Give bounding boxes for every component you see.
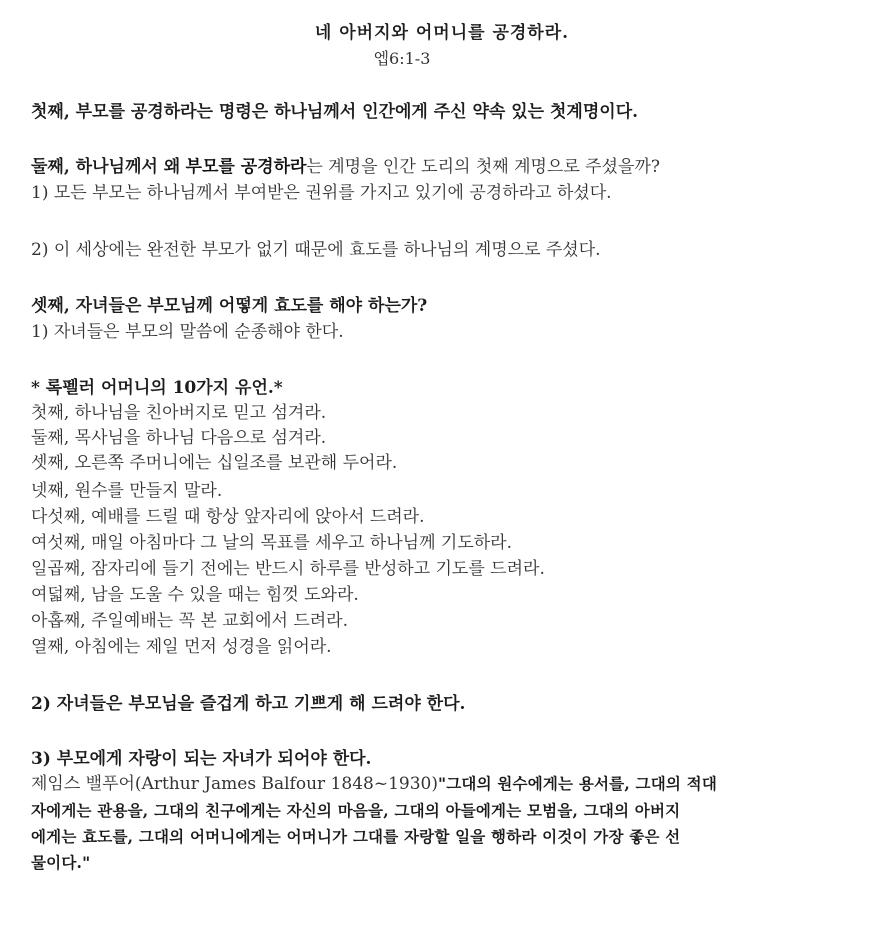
rockefeller-heading: * 록펠러 어머니의 10가지 유언.* xyxy=(31,378,283,398)
rockefeller-item: 다섯째, 예배를 드릴 때 항상 앞자리에 앉아서 드려라. xyxy=(31,507,425,527)
third-answer-1: 1) 자녀들은 부모의 말씀에 순종해야 한다. xyxy=(31,322,344,342)
closing-point-3: 3) 부모에게 자랑이 되는 자녀가 되어야 한다. xyxy=(31,749,372,769)
closing-point-2: 2) 자녀들은 부모님을 즐겁게 하고 기쁘게 해 드려야 한다. xyxy=(31,694,466,714)
rockefeller-item: 열째, 아침에는 제일 먼저 성경을 읽어라. xyxy=(31,637,332,657)
second-answer-1: 1) 모든 부모는 하나님께서 부여받은 권위를 가지고 있기에 공경하라고 하셨다. xyxy=(31,183,612,203)
first-point: 첫째, 부모를 공경하라는 명령은 하나님께서 인간에게 주신 약속 있는 첫계명이다. xyxy=(31,102,639,122)
rockefeller-item: 여덟째, 남을 도울 수 있을 때는 힘껏 도와라. xyxy=(31,585,359,605)
second-question-part-a: 둘째, 하나님께서 왜 xyxy=(31,157,181,177)
second-question xyxy=(31,156,660,178)
scripture-reference: 엡6:1-3 xyxy=(373,49,431,68)
second-answer-2: 2) 이 세상에는 완전한 부모가 없기 때문에 효도를 하나님의 계명으로 주셨다. xyxy=(31,240,601,260)
rockefeller-item: 넷째, 원수를 만들지 말라. xyxy=(31,481,223,501)
second-question-emphasis: 부모를 공경하라 xyxy=(185,157,307,177)
rockefeller-item: 아홉째, 주일예배는 꼭 본 교회에서 드려라. xyxy=(31,611,349,631)
quote-line-2: 자에게는 관용을, 그대의 친구에게는 자신의 마음을, 그대의 아들에게는 모범을, 그대의 아버지 xyxy=(31,801,681,820)
second-question-part-c: 는 계명을 인간 도리의 첫째 계명으로 주셨을까? xyxy=(306,157,660,177)
rockefeller-item: 첫째, 하나님을 친아버지로 믿고 섬겨라. xyxy=(31,403,327,423)
rockefeller-item: 셋째, 오른쪽 주머니에는 십일조를 보관해 두어라. xyxy=(31,453,398,473)
rockefeller-item: 둘째, 목사님을 하나님 다음으로 섬겨라. xyxy=(31,428,327,448)
quote-line-1 xyxy=(31,773,717,795)
rockefeller-item: 여섯째, 매일 아침마다 그 날의 목표를 세우고 하나님께 기도하라. xyxy=(31,533,513,553)
quote-attribution: 제임스 밸푸어(Arthur James Balfour 1848~1930) xyxy=(31,774,438,794)
third-question: 셋째, 자녀들은 부모님께 어떻게 효도를 해야 하는가? xyxy=(31,296,428,316)
quote-text-start: "그대의 원수에게는 용서를, 그대의 적대 xyxy=(437,774,717,793)
document-title: 네 아버지와 어머니를 공경하라. xyxy=(314,23,570,43)
quote-line-4: 물이다." xyxy=(31,853,91,872)
rockefeller-item: 일곱째, 잠자리에 들기 전에는 반드시 하루를 반성하고 기도를 드려라. xyxy=(31,559,545,579)
quote-line-3: 에게는 효도를, 그대의 어머니에게는 어머니가 그대를 자랑할 일을 행하라 이것이 가장 좋은 선 xyxy=(31,827,681,846)
